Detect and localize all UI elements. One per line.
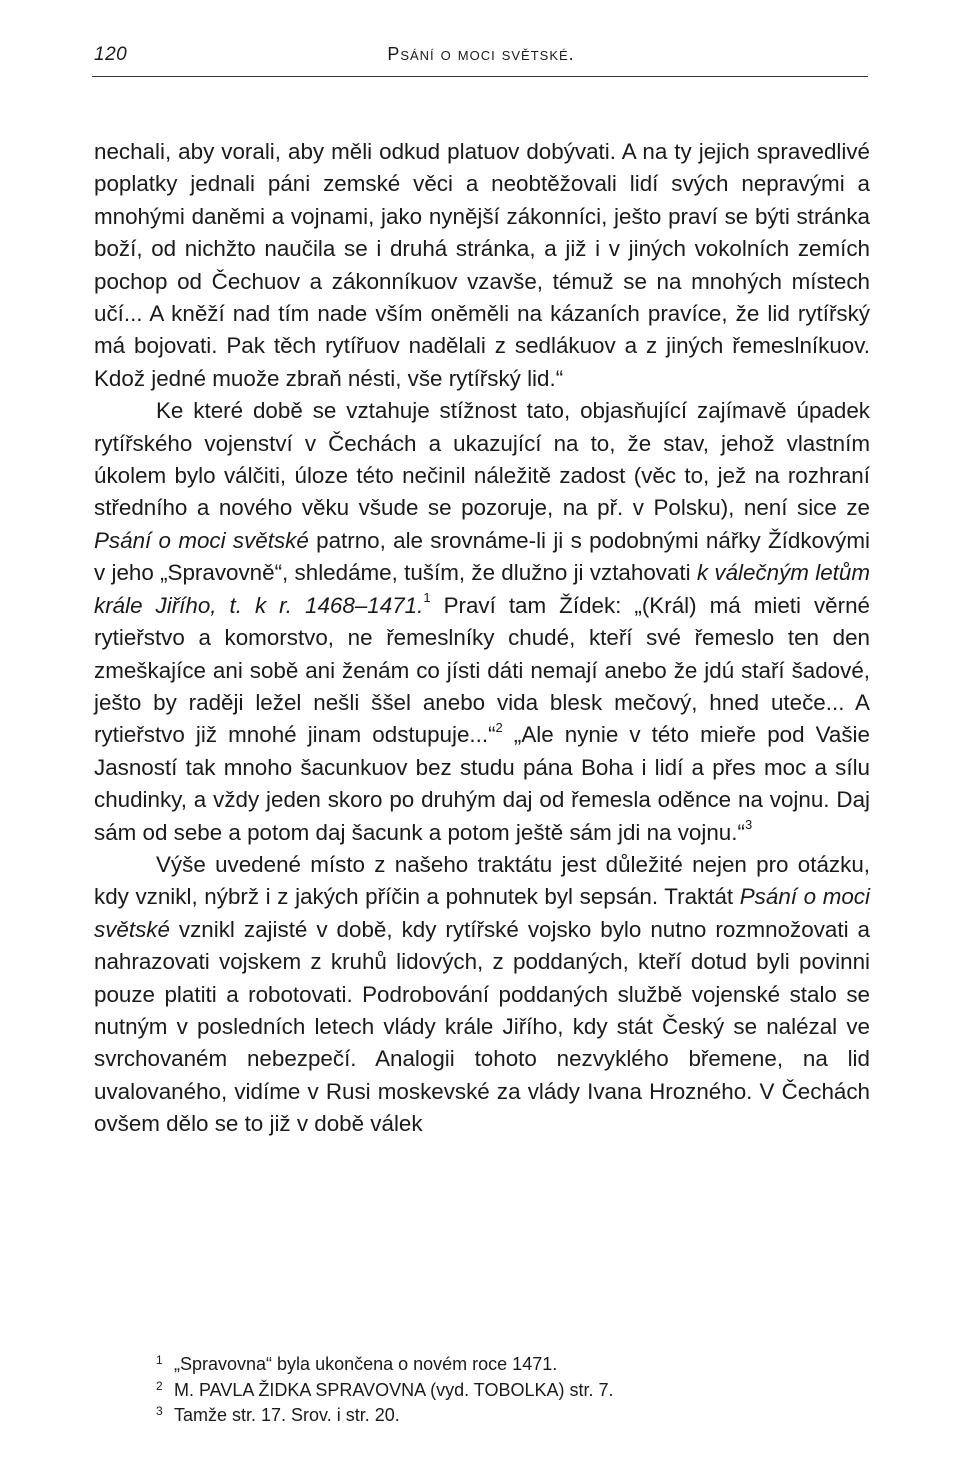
footnote-reference: 2 <box>495 719 503 735</box>
footnote <box>156 1352 856 1378</box>
text-segment: Ke které době se vztahuje stížnost tato, objasňující zajímavě úpadek rytířského vojenství v Čechách a ukazující na to, že stav, jehož vlastním úkolem bylo válčiti, úloze této nečinil náležitě zadost (věc to, jež na rozhraní středního a nového věku všude se pozoruje, na př. v Polsku), není sice ze <box>94 398 870 521</box>
italic-text: k válečným letům krále Jiřího, t. k r. 1468–1471. <box>94 560 870 618</box>
footnote-text: M. PAVLA ŽIDKA SPRAVOVNA (vyd. TOBOLKA) str. 7. <box>174 1379 614 1400</box>
text-segment: vznikl zajisté v době, kdy rytířské vojsko bylo nutno rozmnožovati a nahrazovati vojskem z kruhů lidových, z poddaných, kteří dotud byli povinni pouze platiti a robotovati. Podrobování poddaných službě vojenské stalo se nutným v posledních letech vlády krále Jiřího, kdy stát Český se nalézal ve svrchovaném nebezpečí. Analogii tohoto nezvyklého břemene, na lid uvalovaného, vidíme v Rusi moskevské za vlády Ivana Hrozného. V Čechách ovšem dělo se to již v době válek <box>94 916 870 1137</box>
running-title: Psání o moci světské. <box>387 44 575 64</box>
text-segment: nechali, aby vorali, aby měli odkud platuov dobývati. A na ty jejich spravedlivé poplatky jednali páni zemské věci a neobtěžovali lidí svých nepravými a mnohými daněmi a vojnami, jako nynější zákonníci, ješto praví se býti stránka boží, od nichžto naučila se i druhá stránka, a již i v jiných vokolních zemích pochop od Čechuov a zákonníkuov vzavše, témuž se na mnohých místech učí... A kněží nad tím nade vším oněměli na kázaních pravíce, že lid rytířský má bojovati. Pak těch rytířuov nadělali z sedlákuov a z jiných řemeslníkuov. Kdož jedné muože zbraň nésti, vše rytířský lid.“ <box>94 139 870 391</box>
italic-text: Psání o moci světské <box>94 527 309 553</box>
footnote-reference: 1 <box>423 590 431 606</box>
footnote-marker: 2 <box>156 1378 163 1393</box>
text-segment: patrno, ale srovnáme-li ji s podobnými nářky Žídkovými v jeho „Spravovně“, shledáme, tuším, že dlužno ji vztahovati <box>94 527 870 586</box>
footnote-marker: 1 <box>156 1353 163 1367</box>
footnote <box>156 1403 856 1429</box>
header-divider <box>92 76 868 77</box>
text-segment: Výše uvedené místo z našeho traktátu jest důležité nejen pro otázku, kdy vznikl, nýbrž i z jakých příčin a pohnutek byl sepsán. Traktát <box>94 851 870 910</box>
footnotes <box>156 1352 856 1429</box>
footnote-marker: 3 <box>156 1404 163 1418</box>
paragraph <box>94 395 870 849</box>
text-segment: Praví tam Žídek: „(Král) má mieti věrné rytieřstvo a komorstvo, ne řemeslníky chudé, kteří své řemeslo ten den zmeškajíce ani sobě ani ženám co jísti dáti nemají anebo že jdú staří šadové, ješto by raději ležel nešli ššel anebo vida blesk mečový, hned uteče... A rytieřstvo již mnohé jinam odstupuje...“ <box>94 592 870 748</box>
footnote-reference: 3 <box>744 817 753 833</box>
page-header <box>94 44 868 72</box>
paragraph <box>94 136 870 395</box>
paragraph <box>94 849 870 1141</box>
text-segment: „Ale nynie v této mieře pod Vašie Jasností tak mnoho šacunkuov bez studu pána Boha i lidí a přes moc a sílu chudinky, a vždy jeden skoro po druhým daj od řemesla oděnce na vojnu. Daj sám od sebe a potom daj šacunk a potom ještě sám jdi na vojnu.“ <box>94 722 870 845</box>
footnote-text: Tamže str. 17. Srov. i str. 20. <box>174 1405 400 1425</box>
page-number: 120 <box>94 44 128 65</box>
main-text <box>94 136 870 1141</box>
footnote-text: „Spravovna“ byla ukončena o novém roce 1471. <box>174 1354 558 1374</box>
italic-text: Psání o moci světské <box>94 884 870 942</box>
footnote <box>156 1378 856 1404</box>
